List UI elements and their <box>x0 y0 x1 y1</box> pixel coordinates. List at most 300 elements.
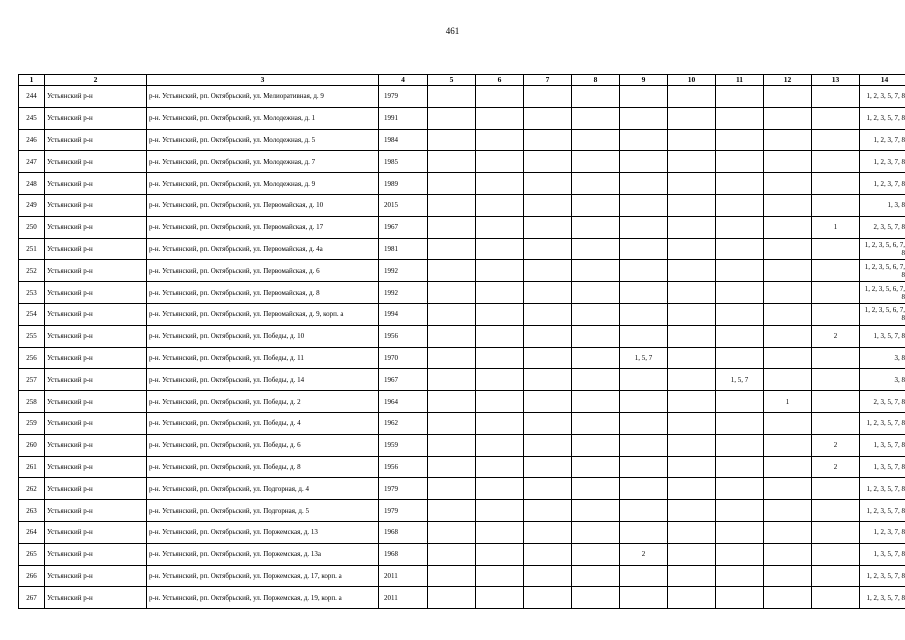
col7-cell <box>524 216 572 238</box>
col9-cell <box>620 129 668 151</box>
col9-cell <box>620 500 668 522</box>
col6-cell <box>476 238 524 260</box>
col11-cell <box>716 173 764 195</box>
row-number-cell: 259 <box>19 412 45 434</box>
col13-cell <box>812 194 860 216</box>
col8-cell <box>572 151 620 173</box>
col11-cell <box>716 303 764 325</box>
col9-cell <box>620 587 668 609</box>
col11-cell <box>716 107 764 129</box>
col12-cell <box>764 587 812 609</box>
col5-cell <box>428 260 476 282</box>
col9-cell <box>620 325 668 347</box>
table-row <box>19 86 905 108</box>
col7-cell <box>524 238 572 260</box>
col11-cell <box>716 260 764 282</box>
year-cell: 1979 <box>379 86 428 108</box>
col9-cell <box>620 369 668 391</box>
col14-cell: 1, 2, 3, 5, 6, 7, 8 <box>860 303 905 325</box>
col5-cell <box>428 412 476 434</box>
register-table <box>18 74 905 609</box>
year-cell: 1989 <box>379 173 428 195</box>
col7-cell <box>524 543 572 565</box>
col13-cell <box>812 107 860 129</box>
col6-cell <box>476 587 524 609</box>
col13-cell <box>812 129 860 151</box>
col6-cell <box>476 282 524 304</box>
col7-cell <box>524 391 572 413</box>
col10-cell <box>668 282 716 304</box>
district-cell: Устьянский р-н <box>45 260 147 282</box>
col7-cell <box>524 434 572 456</box>
year-cell: 1967 <box>379 216 428 238</box>
col6-cell <box>476 500 524 522</box>
row-number-cell: 245 <box>19 107 45 129</box>
col6-cell <box>476 107 524 129</box>
col10-cell <box>668 391 716 413</box>
table-row <box>19 521 905 543</box>
col5-cell <box>428 282 476 304</box>
address-cell: р-н. Устьянский, рп. Октябрьский, ул. Молодежная, д. 5 <box>147 129 379 151</box>
col6-cell <box>476 456 524 478</box>
col13-cell <box>812 282 860 304</box>
col12-cell <box>764 347 812 369</box>
address-cell: р-н. Устьянский, рп. Октябрьский, ул. Подгорная, д. 4 <box>147 478 379 500</box>
col14-cell: 1, 2, 3, 5, 7, 8 <box>860 587 905 609</box>
col7-cell <box>524 347 572 369</box>
col6-cell <box>476 216 524 238</box>
year-cell: 1994 <box>379 303 428 325</box>
col5-cell <box>428 391 476 413</box>
col13-cell <box>812 565 860 587</box>
col10-cell <box>668 521 716 543</box>
row-number-cell: 244 <box>19 86 45 108</box>
row-number-cell: 260 <box>19 434 45 456</box>
col9-cell <box>620 391 668 413</box>
col9-cell <box>620 151 668 173</box>
col8-cell <box>572 238 620 260</box>
col8-cell <box>572 434 620 456</box>
table-row <box>19 194 905 216</box>
table-row <box>19 151 905 173</box>
col10-cell <box>668 260 716 282</box>
column-header-2: 2 <box>45 75 147 86</box>
row-number-cell: 252 <box>19 260 45 282</box>
col9-cell <box>620 521 668 543</box>
col14-cell: 1, 2, 3, 7, 8 <box>860 173 905 195</box>
table-row <box>19 107 905 129</box>
year-cell: 2015 <box>379 194 428 216</box>
year-cell: 1979 <box>379 500 428 522</box>
column-header-5: 5 <box>428 75 476 86</box>
address-cell: р-н. Устьянский, рп. Октябрьский, ул. Победы, д. 10 <box>147 325 379 347</box>
table-row <box>19 347 905 369</box>
year-cell: 2011 <box>379 565 428 587</box>
year-cell: 1991 <box>379 107 428 129</box>
col12-cell <box>764 500 812 522</box>
col11-cell <box>716 478 764 500</box>
col9-cell: 1, 5, 7 <box>620 347 668 369</box>
col9-cell: 2 <box>620 543 668 565</box>
col11-cell <box>716 347 764 369</box>
row-number-cell: 264 <box>19 521 45 543</box>
col5-cell <box>428 129 476 151</box>
col13-cell <box>812 238 860 260</box>
col11-cell <box>716 500 764 522</box>
col12-cell <box>764 303 812 325</box>
col9-cell <box>620 260 668 282</box>
district-cell: Устьянский р-н <box>45 107 147 129</box>
col8-cell <box>572 521 620 543</box>
column-header-6: 6 <box>476 75 524 86</box>
col6-cell <box>476 347 524 369</box>
col10-cell <box>668 434 716 456</box>
year-cell: 1964 <box>379 391 428 413</box>
col8-cell <box>572 194 620 216</box>
col6-cell <box>476 543 524 565</box>
col7-cell <box>524 412 572 434</box>
col11-cell <box>716 434 764 456</box>
col6-cell <box>476 129 524 151</box>
col14-cell: 1, 3, 5, 7, 8 <box>860 456 905 478</box>
col11-cell <box>716 238 764 260</box>
col13-cell <box>812 151 860 173</box>
year-cell: 1992 <box>379 260 428 282</box>
col5-cell <box>428 107 476 129</box>
col7-cell <box>524 369 572 391</box>
district-cell: Устьянский р-н <box>45 434 147 456</box>
table-row <box>19 543 905 565</box>
col11-cell <box>716 151 764 173</box>
table-row <box>19 434 905 456</box>
col6-cell <box>476 369 524 391</box>
col8-cell <box>572 565 620 587</box>
table-row <box>19 129 905 151</box>
address-cell: р-н. Устьянский, рп. Октябрьский, ул. Первомайская, д. 9, корп. а <box>147 303 379 325</box>
col14-cell: 1, 3, 5, 7, 8 <box>860 434 905 456</box>
col12-cell <box>764 369 812 391</box>
district-cell: Устьянский р-н <box>45 391 147 413</box>
district-cell: Устьянский р-н <box>45 543 147 565</box>
col12-cell: 1 <box>764 391 812 413</box>
col7-cell <box>524 282 572 304</box>
col8-cell <box>572 282 620 304</box>
col5-cell <box>428 238 476 260</box>
col6-cell <box>476 86 524 108</box>
col8-cell <box>572 456 620 478</box>
col7-cell <box>524 456 572 478</box>
col8-cell <box>572 260 620 282</box>
table-row <box>19 500 905 522</box>
col12-cell <box>764 478 812 500</box>
col6-cell <box>476 521 524 543</box>
district-cell: Устьянский р-н <box>45 129 147 151</box>
col13-cell <box>812 521 860 543</box>
col12-cell <box>764 173 812 195</box>
address-cell: р-н. Устьянский, рп. Октябрьский, ул. Победы, д. 11 <box>147 347 379 369</box>
col13-cell <box>812 587 860 609</box>
col5-cell <box>428 434 476 456</box>
table-row <box>19 216 905 238</box>
table-row <box>19 565 905 587</box>
col11-cell <box>716 86 764 108</box>
row-number-cell: 246 <box>19 129 45 151</box>
row-number-cell: 255 <box>19 325 45 347</box>
col10-cell <box>668 86 716 108</box>
col9-cell <box>620 303 668 325</box>
col14-cell: 1, 2, 3, 7, 8 <box>860 151 905 173</box>
col7-cell <box>524 194 572 216</box>
col8-cell <box>572 173 620 195</box>
col9-cell <box>620 194 668 216</box>
row-number-cell: 263 <box>19 500 45 522</box>
col14-cell: 1, 2, 3, 5, 7, 8 <box>860 86 905 108</box>
col5-cell <box>428 86 476 108</box>
table-row <box>19 303 905 325</box>
address-cell: р-н. Устьянский, рп. Октябрьский, ул. Мелиоративная, д. 9 <box>147 86 379 108</box>
col6-cell <box>476 303 524 325</box>
year-cell: 1956 <box>379 456 428 478</box>
col8-cell <box>572 412 620 434</box>
col14-cell: 1, 2, 3, 5, 6, 7, 8 <box>860 238 905 260</box>
district-cell: Устьянский р-н <box>45 151 147 173</box>
col12-cell <box>764 456 812 478</box>
col6-cell <box>476 260 524 282</box>
col10-cell <box>668 478 716 500</box>
col14-cell: 1, 2, 3, 7, 8 <box>860 521 905 543</box>
col9-cell <box>620 412 668 434</box>
address-cell: р-н. Устьянский, рп. Октябрьский, ул. Победы, д. 2 <box>147 391 379 413</box>
address-cell: р-н. Устьянский, рп. Октябрьский, ул. Первомайская, д. 8 <box>147 282 379 304</box>
col10-cell <box>668 129 716 151</box>
col13-cell <box>812 173 860 195</box>
col12-cell <box>764 216 812 238</box>
col6-cell <box>476 565 524 587</box>
year-cell: 1959 <box>379 434 428 456</box>
col14-cell: 1, 3, 5, 7, 8 <box>860 325 905 347</box>
table-row <box>19 282 905 304</box>
col11-cell <box>716 216 764 238</box>
col11-cell <box>716 194 764 216</box>
col14-cell: 1, 2, 3, 5, 6, 7, 8 <box>860 282 905 304</box>
district-cell: Устьянский р-н <box>45 565 147 587</box>
col8-cell <box>572 86 620 108</box>
year-cell: 1967 <box>379 369 428 391</box>
col14-cell: 1, 2, 3, 5, 7, 8 <box>860 500 905 522</box>
col6-cell <box>476 151 524 173</box>
col11-cell <box>716 521 764 543</box>
col8-cell <box>572 216 620 238</box>
col6-cell <box>476 325 524 347</box>
col8-cell <box>572 369 620 391</box>
col5-cell <box>428 303 476 325</box>
col7-cell <box>524 107 572 129</box>
row-number-cell: 257 <box>19 369 45 391</box>
address-cell: р-н. Устьянский, рп. Октябрьский, ул. Победы, д. 8 <box>147 456 379 478</box>
address-cell: р-н. Устьянский, рп. Октябрьский, ул. Первомайская, д. 17 <box>147 216 379 238</box>
col9-cell <box>620 434 668 456</box>
year-cell: 1979 <box>379 478 428 500</box>
year-cell: 1962 <box>379 412 428 434</box>
district-cell: Устьянский р-н <box>45 500 147 522</box>
col5-cell <box>428 543 476 565</box>
table-row <box>19 238 905 260</box>
row-number-cell: 258 <box>19 391 45 413</box>
col13-cell <box>812 543 860 565</box>
district-cell: Устьянский р-н <box>45 412 147 434</box>
address-cell: р-н. Устьянский, рп. Октябрьский, ул. Молодежная, д. 9 <box>147 173 379 195</box>
col11-cell <box>716 282 764 304</box>
col5-cell <box>428 478 476 500</box>
year-cell: 1985 <box>379 151 428 173</box>
row-number-cell: 261 <box>19 456 45 478</box>
col12-cell <box>764 129 812 151</box>
year-cell: 1968 <box>379 521 428 543</box>
col9-cell <box>620 216 668 238</box>
table-row <box>19 369 905 391</box>
row-number-cell: 254 <box>19 303 45 325</box>
col6-cell <box>476 391 524 413</box>
col12-cell <box>764 521 812 543</box>
col12-cell <box>764 412 812 434</box>
address-cell: р-н. Устьянский, рп. Октябрьский, ул. Первомайская, д. 6 <box>147 260 379 282</box>
district-cell: Устьянский р-н <box>45 238 147 260</box>
table-row <box>19 478 905 500</box>
col7-cell <box>524 521 572 543</box>
col12-cell <box>764 107 812 129</box>
col7-cell <box>524 173 572 195</box>
col14-cell: 1, 2, 3, 5, 6, 7, 8 <box>860 260 905 282</box>
district-cell: Устьянский р-н <box>45 521 147 543</box>
row-number-cell: 256 <box>19 347 45 369</box>
col5-cell <box>428 521 476 543</box>
col6-cell <box>476 173 524 195</box>
col14-cell: 1, 3, 8 <box>860 194 905 216</box>
col5-cell <box>428 216 476 238</box>
col7-cell <box>524 260 572 282</box>
col13-cell <box>812 86 860 108</box>
col12-cell <box>764 434 812 456</box>
col10-cell <box>668 587 716 609</box>
col11-cell <box>716 325 764 347</box>
table-row <box>19 391 905 413</box>
year-cell: 1968 <box>379 543 428 565</box>
col13-cell: 2 <box>812 434 860 456</box>
row-number-cell: 248 <box>19 173 45 195</box>
address-cell: р-н. Устьянский, рп. Октябрьский, ул. Молодежная, д. 7 <box>147 151 379 173</box>
col8-cell <box>572 303 620 325</box>
row-number-cell: 267 <box>19 587 45 609</box>
col11-cell: 1, 5, 7 <box>716 369 764 391</box>
col8-cell <box>572 129 620 151</box>
col9-cell <box>620 86 668 108</box>
row-number-cell: 265 <box>19 543 45 565</box>
col10-cell <box>668 456 716 478</box>
district-cell: Устьянский р-н <box>45 282 147 304</box>
col10-cell <box>668 303 716 325</box>
address-cell: р-н. Устьянский, рп. Октябрьский, ул. Первомайская, д. 10 <box>147 194 379 216</box>
col7-cell <box>524 303 572 325</box>
address-cell: р-н. Устьянский, рп. Октябрьский, ул. Поржемская, д. 13а <box>147 543 379 565</box>
col13-cell: 2 <box>812 456 860 478</box>
column-header-7: 7 <box>524 75 572 86</box>
col8-cell <box>572 478 620 500</box>
table-row <box>19 412 905 434</box>
address-cell: р-н. Устьянский, рп. Октябрьский, ул. Первомайская, д. 4а <box>147 238 379 260</box>
page-number: 461 <box>445 26 460 36</box>
col13-cell: 2 <box>812 325 860 347</box>
col9-cell <box>620 478 668 500</box>
col7-cell <box>524 325 572 347</box>
col5-cell <box>428 347 476 369</box>
col10-cell <box>668 216 716 238</box>
col6-cell <box>476 478 524 500</box>
district-cell: Устьянский р-н <box>45 86 147 108</box>
address-cell: р-н. Устьянский, рп. Октябрьский, ул. Молодежная, д. 1 <box>147 107 379 129</box>
col7-cell <box>524 500 572 522</box>
col14-cell: 1, 3, 5, 7, 8 <box>860 543 905 565</box>
col10-cell <box>668 369 716 391</box>
table-row <box>19 173 905 195</box>
table-body <box>19 86 905 609</box>
col7-cell <box>524 565 572 587</box>
col11-cell <box>716 412 764 434</box>
col12-cell <box>764 543 812 565</box>
address-cell: р-н. Устьянский, рп. Октябрьский, ул. Победы, д. 4 <box>147 412 379 434</box>
district-cell: Устьянский р-н <box>45 325 147 347</box>
col12-cell <box>764 151 812 173</box>
address-cell: р-н. Устьянский, рп. Октябрьский, ул. Победы, д. 14 <box>147 369 379 391</box>
address-cell: р-н. Устьянский, рп. Октябрьский, ул. Поржемская, д. 19, корп. а <box>147 587 379 609</box>
col13-cell <box>812 478 860 500</box>
col8-cell <box>572 107 620 129</box>
address-cell: р-н. Устьянский, рп. Октябрьский, ул. Подгорная, д. 5 <box>147 500 379 522</box>
col5-cell <box>428 325 476 347</box>
district-cell: Устьянский р-н <box>45 347 147 369</box>
col14-cell: 1, 2, 3, 5, 7, 8 <box>860 478 905 500</box>
col10-cell <box>668 151 716 173</box>
col14-cell: 2, 3, 5, 7, 8 <box>860 216 905 238</box>
col13-cell <box>812 347 860 369</box>
col8-cell <box>572 543 620 565</box>
col13-cell <box>812 500 860 522</box>
col5-cell <box>428 369 476 391</box>
col6-cell <box>476 194 524 216</box>
col6-cell <box>476 434 524 456</box>
col9-cell <box>620 173 668 195</box>
col14-cell: 1, 2, 3, 5, 7, 8 <box>860 565 905 587</box>
col8-cell <box>572 500 620 522</box>
col12-cell <box>764 565 812 587</box>
col6-cell <box>476 412 524 434</box>
row-number-cell: 262 <box>19 478 45 500</box>
col10-cell <box>668 173 716 195</box>
col11-cell <box>716 129 764 151</box>
col9-cell <box>620 107 668 129</box>
col9-cell <box>620 238 668 260</box>
column-header-4: 4 <box>379 75 428 86</box>
col10-cell <box>668 500 716 522</box>
district-cell: Устьянский р-н <box>45 369 147 391</box>
col5-cell <box>428 500 476 522</box>
col8-cell <box>572 587 620 609</box>
col7-cell <box>524 587 572 609</box>
district-cell: Устьянский р-н <box>45 587 147 609</box>
row-number-cell: 250 <box>19 216 45 238</box>
col14-cell: 1, 2, 3, 5, 7, 8 <box>860 107 905 129</box>
district-cell: Устьянский р-н <box>45 173 147 195</box>
col13-cell <box>812 260 860 282</box>
